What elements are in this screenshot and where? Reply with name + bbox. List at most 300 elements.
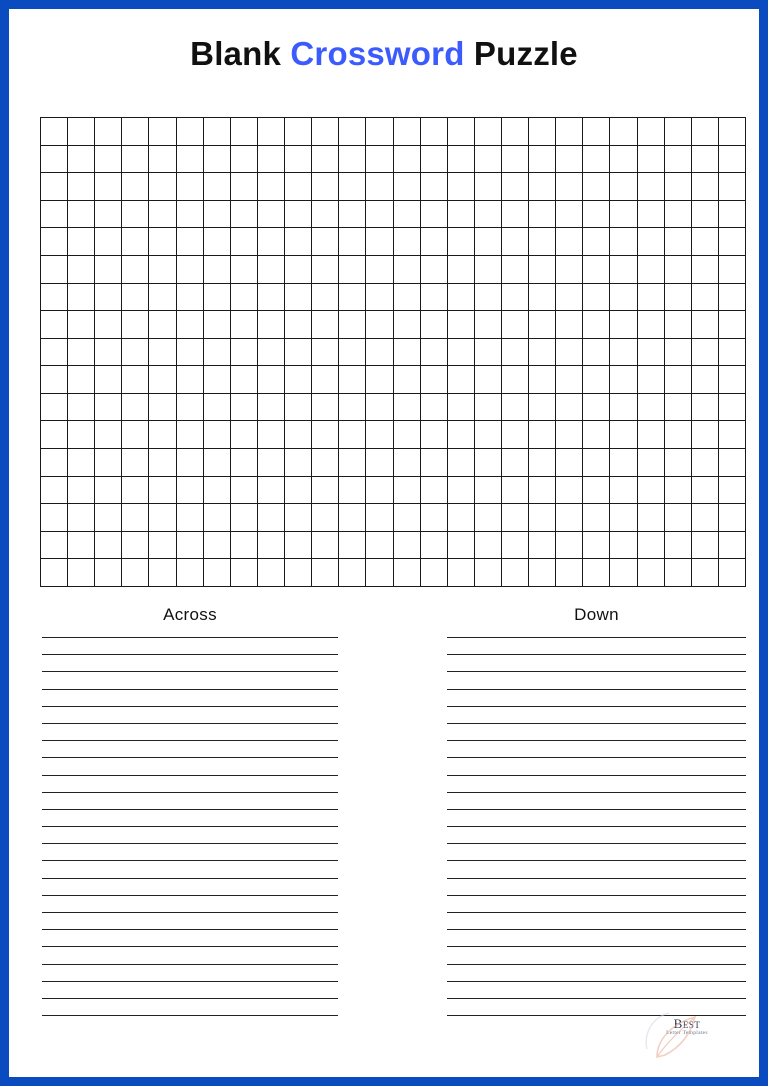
grid-cell[interactable]: [556, 173, 583, 201]
grid-cell[interactable]: [394, 477, 421, 505]
grid-cell[interactable]: [231, 504, 258, 532]
grid-cell[interactable]: [583, 421, 610, 449]
clue-line[interactable]: [42, 810, 338, 827]
clue-line[interactable]: [42, 793, 338, 810]
grid-cell[interactable]: [312, 366, 339, 394]
grid-cell[interactable]: [421, 559, 448, 587]
grid-cell[interactable]: [610, 421, 637, 449]
grid-cell[interactable]: [665, 504, 692, 532]
grid-cell[interactable]: [285, 504, 312, 532]
grid-cell[interactable]: [177, 173, 204, 201]
grid-cell[interactable]: [719, 173, 746, 201]
grid-cell[interactable]: [556, 421, 583, 449]
grid-cell[interactable]: [529, 559, 556, 587]
grid-cell[interactable]: [665, 339, 692, 367]
grid-cell[interactable]: [95, 284, 122, 312]
grid-cell[interactable]: [502, 311, 529, 339]
grid-cell[interactable]: [258, 532, 285, 560]
grid-cell[interactable]: [556, 118, 583, 146]
grid-cell[interactable]: [68, 201, 95, 229]
grid-cell[interactable]: [339, 228, 366, 256]
grid-cell[interactable]: [68, 173, 95, 201]
grid-cell[interactable]: [665, 311, 692, 339]
grid-cell[interactable]: [312, 118, 339, 146]
grid-cell[interactable]: [258, 284, 285, 312]
grid-cell[interactable]: [312, 504, 339, 532]
grid-cell[interactable]: [41, 339, 68, 367]
grid-cell[interactable]: [285, 394, 312, 422]
grid-cell[interactable]: [421, 449, 448, 477]
grid-cell[interactable]: [339, 118, 366, 146]
grid-cell[interactable]: [529, 449, 556, 477]
grid-cell[interactable]: [68, 146, 95, 174]
grid-cell[interactable]: [366, 394, 393, 422]
grid-cell[interactable]: [610, 559, 637, 587]
grid-cell[interactable]: [394, 504, 421, 532]
grid-cell[interactable]: [719, 394, 746, 422]
grid-cell[interactable]: [204, 559, 231, 587]
clue-line[interactable]: [447, 982, 746, 999]
grid-cell[interactable]: [638, 173, 665, 201]
grid-cell[interactable]: [312, 421, 339, 449]
grid-cell[interactable]: [692, 228, 719, 256]
grid-cell[interactable]: [177, 366, 204, 394]
grid-cell[interactable]: [149, 504, 176, 532]
grid-cell[interactable]: [556, 366, 583, 394]
grid-cell[interactable]: [204, 256, 231, 284]
grid-cell[interactable]: [258, 366, 285, 394]
grid-cell[interactable]: [421, 173, 448, 201]
grid-cell[interactable]: [638, 146, 665, 174]
grid-cell[interactable]: [41, 311, 68, 339]
grid-cell[interactable]: [556, 532, 583, 560]
clue-line[interactable]: [42, 758, 338, 775]
grid-cell[interactable]: [339, 339, 366, 367]
grid-cell[interactable]: [312, 532, 339, 560]
grid-cell[interactable]: [285, 449, 312, 477]
grid-cell[interactable]: [638, 504, 665, 532]
grid-cell[interactable]: [529, 421, 556, 449]
clue-line[interactable]: [447, 707, 746, 724]
grid-cell[interactable]: [231, 173, 258, 201]
grid-cell[interactable]: [529, 394, 556, 422]
clue-line[interactable]: [447, 776, 746, 793]
grid-cell[interactable]: [502, 228, 529, 256]
grid-cell[interactable]: [583, 118, 610, 146]
grid-cell[interactable]: [312, 449, 339, 477]
grid-cell[interactable]: [421, 201, 448, 229]
grid-cell[interactable]: [475, 477, 502, 505]
grid-cell[interactable]: [638, 421, 665, 449]
grid-cell[interactable]: [312, 256, 339, 284]
grid-cell[interactable]: [529, 532, 556, 560]
grid-cell[interactable]: [529, 366, 556, 394]
clue-line[interactable]: [42, 982, 338, 999]
grid-cell[interactable]: [692, 146, 719, 174]
grid-cell[interactable]: [285, 339, 312, 367]
grid-cell[interactable]: [665, 146, 692, 174]
grid-cell[interactable]: [610, 477, 637, 505]
clue-line[interactable]: [447, 879, 746, 896]
grid-cell[interactable]: [556, 339, 583, 367]
grid-cell[interactable]: [231, 532, 258, 560]
grid-cell[interactable]: [719, 449, 746, 477]
grid-cell[interactable]: [366, 421, 393, 449]
grid-cell[interactable]: [719, 532, 746, 560]
grid-cell[interactable]: [529, 477, 556, 505]
grid-cell[interactable]: [665, 366, 692, 394]
grid-cell[interactable]: [475, 449, 502, 477]
grid-cell[interactable]: [529, 146, 556, 174]
grid-cell[interactable]: [231, 146, 258, 174]
across-clue-lines[interactable]: [42, 637, 338, 1016]
grid-cell[interactable]: [583, 339, 610, 367]
grid-cell[interactable]: [665, 532, 692, 560]
grid-cell[interactable]: [68, 228, 95, 256]
clue-line[interactable]: [447, 793, 746, 810]
grid-cell[interactable]: [366, 449, 393, 477]
clue-line[interactable]: [42, 690, 338, 707]
grid-cell[interactable]: [529, 118, 556, 146]
grid-cell[interactable]: [41, 366, 68, 394]
grid-cell[interactable]: [68, 449, 95, 477]
grid-cell[interactable]: [610, 366, 637, 394]
grid-cell[interactable]: [122, 421, 149, 449]
grid-cell[interactable]: [556, 311, 583, 339]
grid-cell[interactable]: [339, 559, 366, 587]
grid-cell[interactable]: [583, 394, 610, 422]
clue-line[interactable]: [447, 672, 746, 689]
grid-cell[interactable]: [502, 504, 529, 532]
clue-line[interactable]: [42, 947, 338, 964]
grid-cell[interactable]: [258, 146, 285, 174]
grid-cell[interactable]: [149, 284, 176, 312]
grid-cell[interactable]: [638, 477, 665, 505]
grid-cell[interactable]: [610, 394, 637, 422]
grid-cell[interactable]: [448, 339, 475, 367]
grid-cell[interactable]: [285, 284, 312, 312]
grid-cell[interactable]: [285, 311, 312, 339]
grid-cell[interactable]: [41, 228, 68, 256]
grid-cell[interactable]: [638, 339, 665, 367]
grid-cell[interactable]: [285, 201, 312, 229]
grid-cell[interactable]: [204, 118, 231, 146]
grid-cell[interactable]: [177, 201, 204, 229]
grid-cell[interactable]: [41, 256, 68, 284]
grid-cell[interactable]: [41, 504, 68, 532]
grid-cell[interactable]: [610, 173, 637, 201]
clue-line[interactable]: [42, 672, 338, 689]
grid-cell[interactable]: [149, 394, 176, 422]
grid-cell[interactable]: [95, 504, 122, 532]
grid-cell[interactable]: [638, 228, 665, 256]
grid-cell[interactable]: [394, 311, 421, 339]
grid-cell[interactable]: [231, 256, 258, 284]
grid-cell[interactable]: [475, 228, 502, 256]
grid-cell[interactable]: [692, 173, 719, 201]
grid-cell[interactable]: [475, 146, 502, 174]
grid-cell[interactable]: [502, 118, 529, 146]
grid-cell[interactable]: [448, 532, 475, 560]
grid-cell[interactable]: [366, 284, 393, 312]
grid-cell[interactable]: [177, 256, 204, 284]
grid-cell[interactable]: [610, 311, 637, 339]
clue-line[interactable]: [42, 861, 338, 878]
grid-cell[interactable]: [122, 201, 149, 229]
grid-cell[interactable]: [149, 477, 176, 505]
grid-cell[interactable]: [719, 421, 746, 449]
grid-cell[interactable]: [122, 394, 149, 422]
grid-cell[interactable]: [149, 559, 176, 587]
clue-line[interactable]: [447, 947, 746, 964]
grid-cell[interactable]: [556, 256, 583, 284]
grid-cell[interactable]: [475, 173, 502, 201]
grid-cell[interactable]: [421, 504, 448, 532]
grid-cell[interactable]: [448, 449, 475, 477]
grid-cell[interactable]: [475, 394, 502, 422]
clue-line[interactable]: [42, 999, 338, 1016]
grid-cell[interactable]: [122, 228, 149, 256]
grid-cell[interactable]: [68, 504, 95, 532]
grid-cell[interactable]: [692, 394, 719, 422]
grid-cell[interactable]: [258, 201, 285, 229]
clue-line[interactable]: [42, 776, 338, 793]
clue-line[interactable]: [447, 724, 746, 741]
clue-line[interactable]: [447, 637, 746, 655]
grid-cell[interactable]: [665, 284, 692, 312]
grid-cell[interactable]: [719, 311, 746, 339]
grid-cell[interactable]: [122, 284, 149, 312]
grid-cell[interactable]: [448, 201, 475, 229]
grid-cell[interactable]: [204, 394, 231, 422]
grid-cell[interactable]: [502, 394, 529, 422]
grid-cell[interactable]: [366, 504, 393, 532]
grid-cell[interactable]: [204, 173, 231, 201]
grid-cell[interactable]: [719, 366, 746, 394]
grid-cell[interactable]: [204, 311, 231, 339]
grid-cell[interactable]: [638, 366, 665, 394]
clue-line[interactable]: [447, 965, 746, 982]
clue-line[interactable]: [42, 879, 338, 896]
grid-cell[interactable]: [95, 118, 122, 146]
grid-cell[interactable]: [366, 339, 393, 367]
grid-cell[interactable]: [692, 311, 719, 339]
grid-cell[interactable]: [231, 311, 258, 339]
grid-cell[interactable]: [312, 394, 339, 422]
grid-cell[interactable]: [177, 394, 204, 422]
grid-cell[interactable]: [122, 339, 149, 367]
grid-cell[interactable]: [719, 477, 746, 505]
grid-cell[interactable]: [41, 146, 68, 174]
grid-cell[interactable]: [68, 284, 95, 312]
grid-cell[interactable]: [502, 366, 529, 394]
grid-cell[interactable]: [122, 256, 149, 284]
grid-cell[interactable]: [638, 284, 665, 312]
grid-cell[interactable]: [366, 532, 393, 560]
grid-cell[interactable]: [366, 559, 393, 587]
grid-cell[interactable]: [448, 559, 475, 587]
grid-cell[interactable]: [448, 173, 475, 201]
grid-cell[interactable]: [556, 146, 583, 174]
grid-cell[interactable]: [394, 146, 421, 174]
grid-cell[interactable]: [149, 173, 176, 201]
grid-cell[interactable]: [529, 228, 556, 256]
grid-cell[interactable]: [149, 311, 176, 339]
grid-cell[interactable]: [448, 146, 475, 174]
grid-cell[interactable]: [692, 284, 719, 312]
grid-cell[interactable]: [312, 201, 339, 229]
grid-cell[interactable]: [610, 228, 637, 256]
grid-cell[interactable]: [665, 228, 692, 256]
grid-cell[interactable]: [448, 118, 475, 146]
grid-cell[interactable]: [285, 256, 312, 284]
grid-cell[interactable]: [610, 339, 637, 367]
grid-cell[interactable]: [204, 146, 231, 174]
grid-cell[interactable]: [421, 421, 448, 449]
grid-cell[interactable]: [68, 394, 95, 422]
clue-line[interactable]: [42, 930, 338, 947]
grid-cell[interactable]: [312, 173, 339, 201]
grid-cell[interactable]: [149, 228, 176, 256]
grid-cell[interactable]: [366, 201, 393, 229]
grid-cell[interactable]: [692, 532, 719, 560]
grid-cell[interactable]: [583, 532, 610, 560]
grid-cell[interactable]: [339, 449, 366, 477]
grid-cell[interactable]: [122, 532, 149, 560]
grid-cell[interactable]: [122, 118, 149, 146]
grid-cell[interactable]: [502, 559, 529, 587]
grid-cell[interactable]: [149, 201, 176, 229]
grid-cell[interactable]: [583, 173, 610, 201]
grid-cell[interactable]: [177, 339, 204, 367]
grid-cell[interactable]: [95, 228, 122, 256]
grid-cell[interactable]: [719, 559, 746, 587]
grid-cell[interactable]: [394, 201, 421, 229]
down-clue-lines[interactable]: [447, 637, 746, 1016]
grid-cell[interactable]: [448, 284, 475, 312]
grid-cell[interactable]: [421, 339, 448, 367]
grid-cell[interactable]: [258, 339, 285, 367]
clue-line[interactable]: [42, 655, 338, 672]
grid-cell[interactable]: [556, 559, 583, 587]
grid-cell[interactable]: [366, 311, 393, 339]
grid-cell[interactable]: [610, 118, 637, 146]
grid-cell[interactable]: [719, 118, 746, 146]
grid-cell[interactable]: [610, 532, 637, 560]
grid-cell[interactable]: [421, 477, 448, 505]
grid-cell[interactable]: [502, 339, 529, 367]
grid-cell[interactable]: [610, 284, 637, 312]
grid-cell[interactable]: [177, 146, 204, 174]
grid-cell[interactable]: [177, 477, 204, 505]
grid-cell[interactable]: [68, 118, 95, 146]
grid-cell[interactable]: [556, 228, 583, 256]
clue-line[interactable]: [42, 724, 338, 741]
grid-cell[interactable]: [583, 201, 610, 229]
grid-cell[interactable]: [502, 449, 529, 477]
grid-cell[interactable]: [231, 284, 258, 312]
grid-cell[interactable]: [366, 228, 393, 256]
grid-cell[interactable]: [556, 394, 583, 422]
grid-cell[interactable]: [665, 421, 692, 449]
grid-cell[interactable]: [638, 311, 665, 339]
grid-cell[interactable]: [502, 173, 529, 201]
grid-cell[interactable]: [394, 366, 421, 394]
grid-cell[interactable]: [475, 284, 502, 312]
grid-cell[interactable]: [258, 173, 285, 201]
grid-cell[interactable]: [68, 532, 95, 560]
grid-cell[interactable]: [394, 173, 421, 201]
grid-cell[interactable]: [122, 504, 149, 532]
grid-cell[interactable]: [448, 228, 475, 256]
grid-cell[interactable]: [312, 228, 339, 256]
clue-line[interactable]: [447, 758, 746, 775]
grid-cell[interactable]: [421, 366, 448, 394]
grid-cell[interactable]: [692, 449, 719, 477]
grid-cell[interactable]: [475, 339, 502, 367]
clue-line[interactable]: [447, 861, 746, 878]
grid-cell[interactable]: [502, 201, 529, 229]
grid-cell[interactable]: [68, 366, 95, 394]
grid-cell[interactable]: [421, 311, 448, 339]
grid-cell[interactable]: [692, 504, 719, 532]
clue-line[interactable]: [42, 913, 338, 930]
grid-cell[interactable]: [583, 228, 610, 256]
grid-cell[interactable]: [204, 284, 231, 312]
grid-cell[interactable]: [285, 228, 312, 256]
grid-cell[interactable]: [583, 146, 610, 174]
grid-cell[interactable]: [122, 477, 149, 505]
grid-cell[interactable]: [149, 532, 176, 560]
grid-cell[interactable]: [394, 228, 421, 256]
grid-cell[interactable]: [204, 201, 231, 229]
grid-cell[interactable]: [502, 532, 529, 560]
grid-cell[interactable]: [475, 366, 502, 394]
grid-cell[interactable]: [583, 449, 610, 477]
clue-line[interactable]: [447, 810, 746, 827]
grid-cell[interactable]: [258, 559, 285, 587]
grid-cell[interactable]: [502, 256, 529, 284]
grid-cell[interactable]: [285, 421, 312, 449]
grid-cell[interactable]: [448, 366, 475, 394]
clue-line[interactable]: [447, 844, 746, 861]
grid-cell[interactable]: [149, 146, 176, 174]
clue-line[interactable]: [447, 896, 746, 913]
grid-cell[interactable]: [556, 201, 583, 229]
grid-cell[interactable]: [41, 477, 68, 505]
grid-cell[interactable]: [231, 118, 258, 146]
grid-cell[interactable]: [177, 504, 204, 532]
grid-cell[interactable]: [610, 256, 637, 284]
grid-cell[interactable]: [339, 256, 366, 284]
grid-cell[interactable]: [204, 449, 231, 477]
grid-cell[interactable]: [339, 504, 366, 532]
grid-cell[interactable]: [583, 366, 610, 394]
grid-cell[interactable]: [665, 118, 692, 146]
grid-cell[interactable]: [529, 256, 556, 284]
grid-cell[interactable]: [665, 201, 692, 229]
grid-cell[interactable]: [177, 559, 204, 587]
grid-cell[interactable]: [41, 394, 68, 422]
grid-cell[interactable]: [394, 532, 421, 560]
grid-cell[interactable]: [583, 256, 610, 284]
grid-cell[interactable]: [583, 504, 610, 532]
grid-cell[interactable]: [719, 228, 746, 256]
grid-cell[interactable]: [312, 284, 339, 312]
grid-cell[interactable]: [231, 449, 258, 477]
grid-cell[interactable]: [421, 146, 448, 174]
grid-cell[interactable]: [394, 284, 421, 312]
